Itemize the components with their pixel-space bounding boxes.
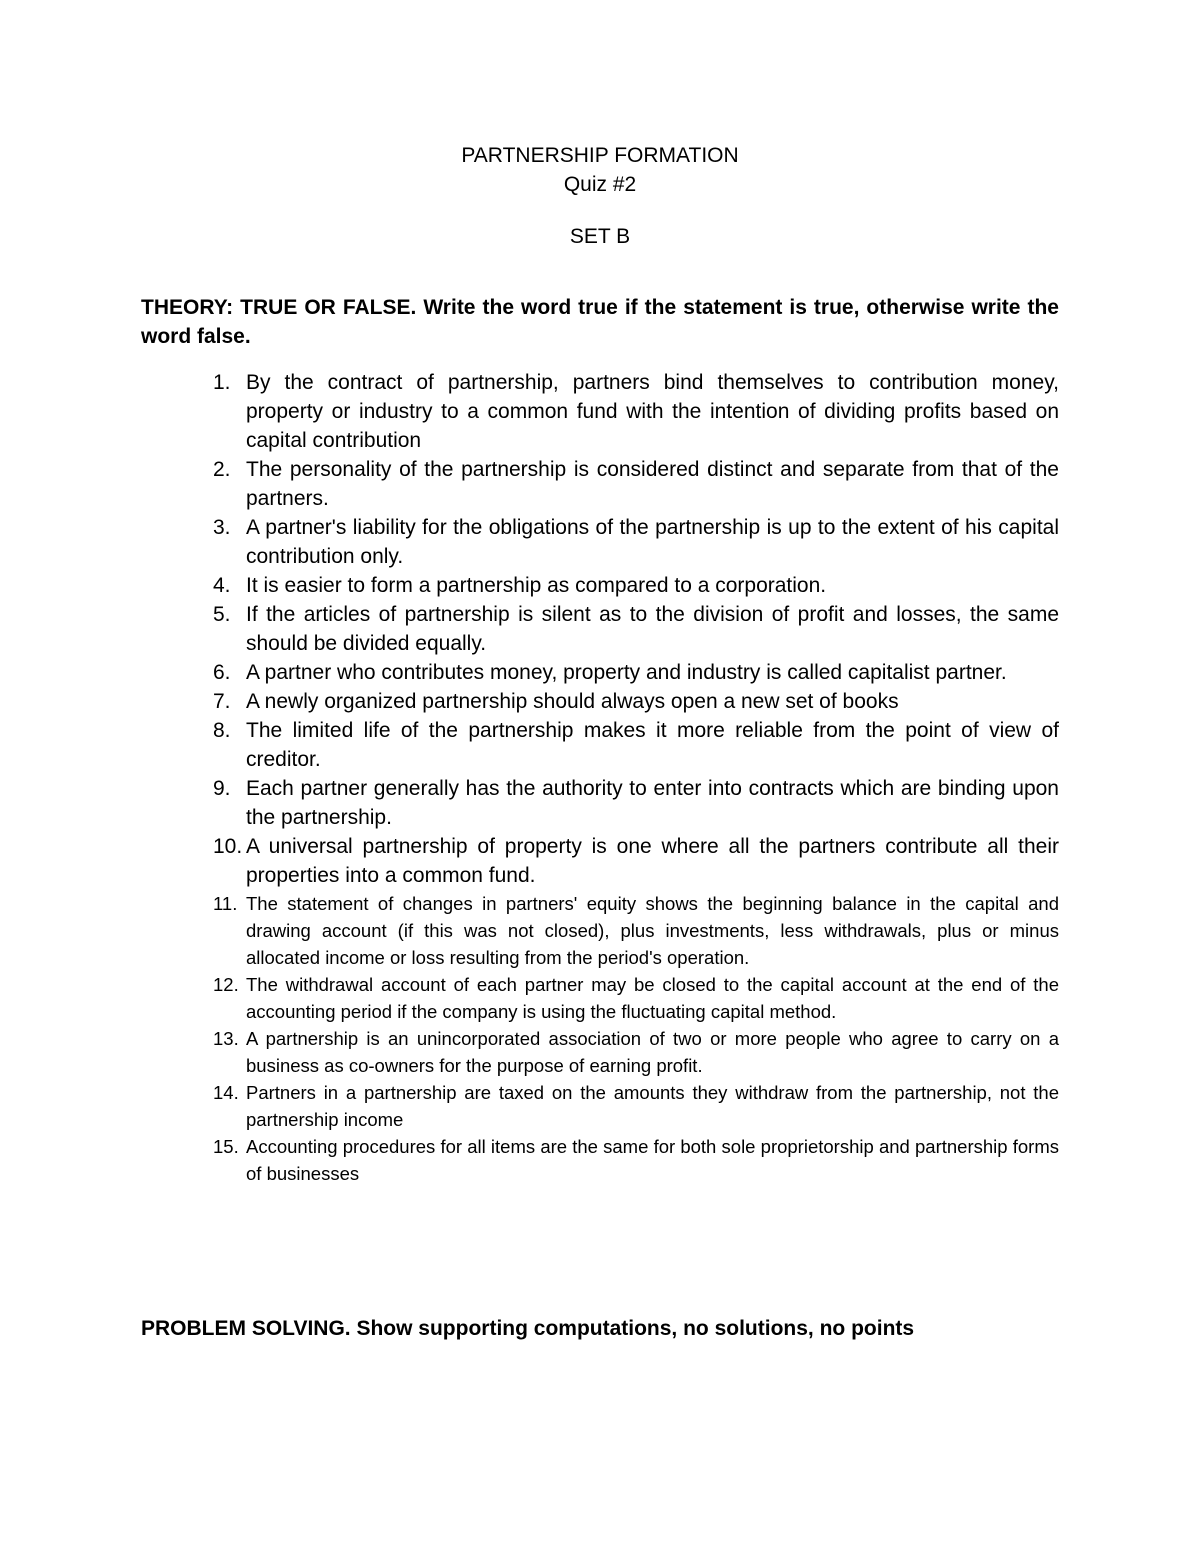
question-text: A partner's liability for the obligations of the partnership is up to the extent of his capital contribution only. [246, 516, 1059, 568]
question-number: 15. [213, 1136, 239, 1157]
question-number: 7. [213, 690, 231, 713]
question-text: A partner who contributes money, property and industry is called capitalist partner. [246, 661, 1007, 684]
question-item [141, 455, 1059, 513]
question-text: Each partner generally has the authority to enter into contracts which are binding upon the partnership. [246, 777, 1059, 829]
question-list [141, 368, 1059, 1187]
question-number: 2. [213, 458, 231, 481]
question-text: A universal partnership of property is one where all the partners contribute all their properties into a common fund. [246, 835, 1059, 887]
question-text: The statement of changes in partners' equity shows the beginning balance in the capital and drawing account (if this was not closed), plus investments, less withdrawals, plus or minus allocated income or loss resulting from the period's operation. [246, 893, 1059, 968]
question-text: A partnership is an unincorporated association of two or more people who agree to carry on a business as co-owners for the purpose of earning profit. [246, 1028, 1059, 1076]
question-item [141, 971, 1059, 1025]
question-number: 10. [213, 835, 243, 858]
question-item [141, 600, 1059, 658]
problem-solving-heading: PROBLEM SOLVING. Show supporting computations, no solutions, no points [141, 1317, 915, 1340]
question-number: 4. [213, 574, 231, 597]
question-item [141, 1133, 1059, 1187]
question-text: Partners in a partnership are taxed on the amounts they withdraw from the partnership, not the partnership income [246, 1082, 1059, 1130]
question-text: If the articles of partnership is silent as to the division of profit and losses, the same should be divided equally. [246, 603, 1059, 655]
question-text: The withdrawal account of each partner may be closed to the capital account at the end of the accounting period if the company is using the fluctuating capital method. [246, 974, 1059, 1022]
question-number: 12. [213, 974, 239, 995]
question-text: By the contract of partnership, partners bind themselves to contribution money, property or industry to a common fund with the intention of dividing profits based on capital contribution [246, 371, 1059, 452]
question-item [141, 716, 1059, 774]
question-item [141, 368, 1059, 455]
question-item [141, 890, 1059, 971]
question-text: Accounting procedures for all items are the same for both sole proprietorship and partnership forms of businesses [246, 1136, 1059, 1184]
question-text: The personality of the partnership is considered distinct and separate from that of the partners. [246, 458, 1059, 510]
question-number: 6. [213, 661, 231, 684]
question-item [141, 658, 1059, 687]
question-text: It is easier to form a partnership as compared to a corporation. [246, 574, 827, 597]
question-number: 8. [213, 719, 231, 742]
question-number: 5. [213, 603, 231, 626]
question-number: 13. [213, 1028, 239, 1049]
question-number: 9. [213, 777, 231, 800]
question-text: A newly organized partnership should always open a new set of books [246, 690, 899, 713]
question-item [141, 1025, 1059, 1079]
theory-instructions: THEORY: TRUE OR FALSE. Write the word true if the statement is true, otherwise write the word false. [141, 296, 1059, 348]
question-item [141, 513, 1059, 571]
question-number: 14. [213, 1082, 239, 1103]
question-item [141, 832, 1059, 890]
set-label: SET B [569, 225, 631, 248]
question-item [141, 687, 1059, 716]
question-item [141, 571, 1059, 600]
quiz-number: Quiz #2 [563, 173, 637, 196]
question-item [141, 774, 1059, 832]
question-text: The limited life of the partnership makes it more reliable from the point of view of creditor. [246, 719, 1059, 771]
document-title: PARTNERSHIP FORMATION [461, 144, 739, 167]
question-number: 11. [213, 893, 238, 914]
question-number: 3. [213, 516, 231, 539]
question-number: 1. [213, 371, 231, 394]
question-item [141, 1079, 1059, 1133]
